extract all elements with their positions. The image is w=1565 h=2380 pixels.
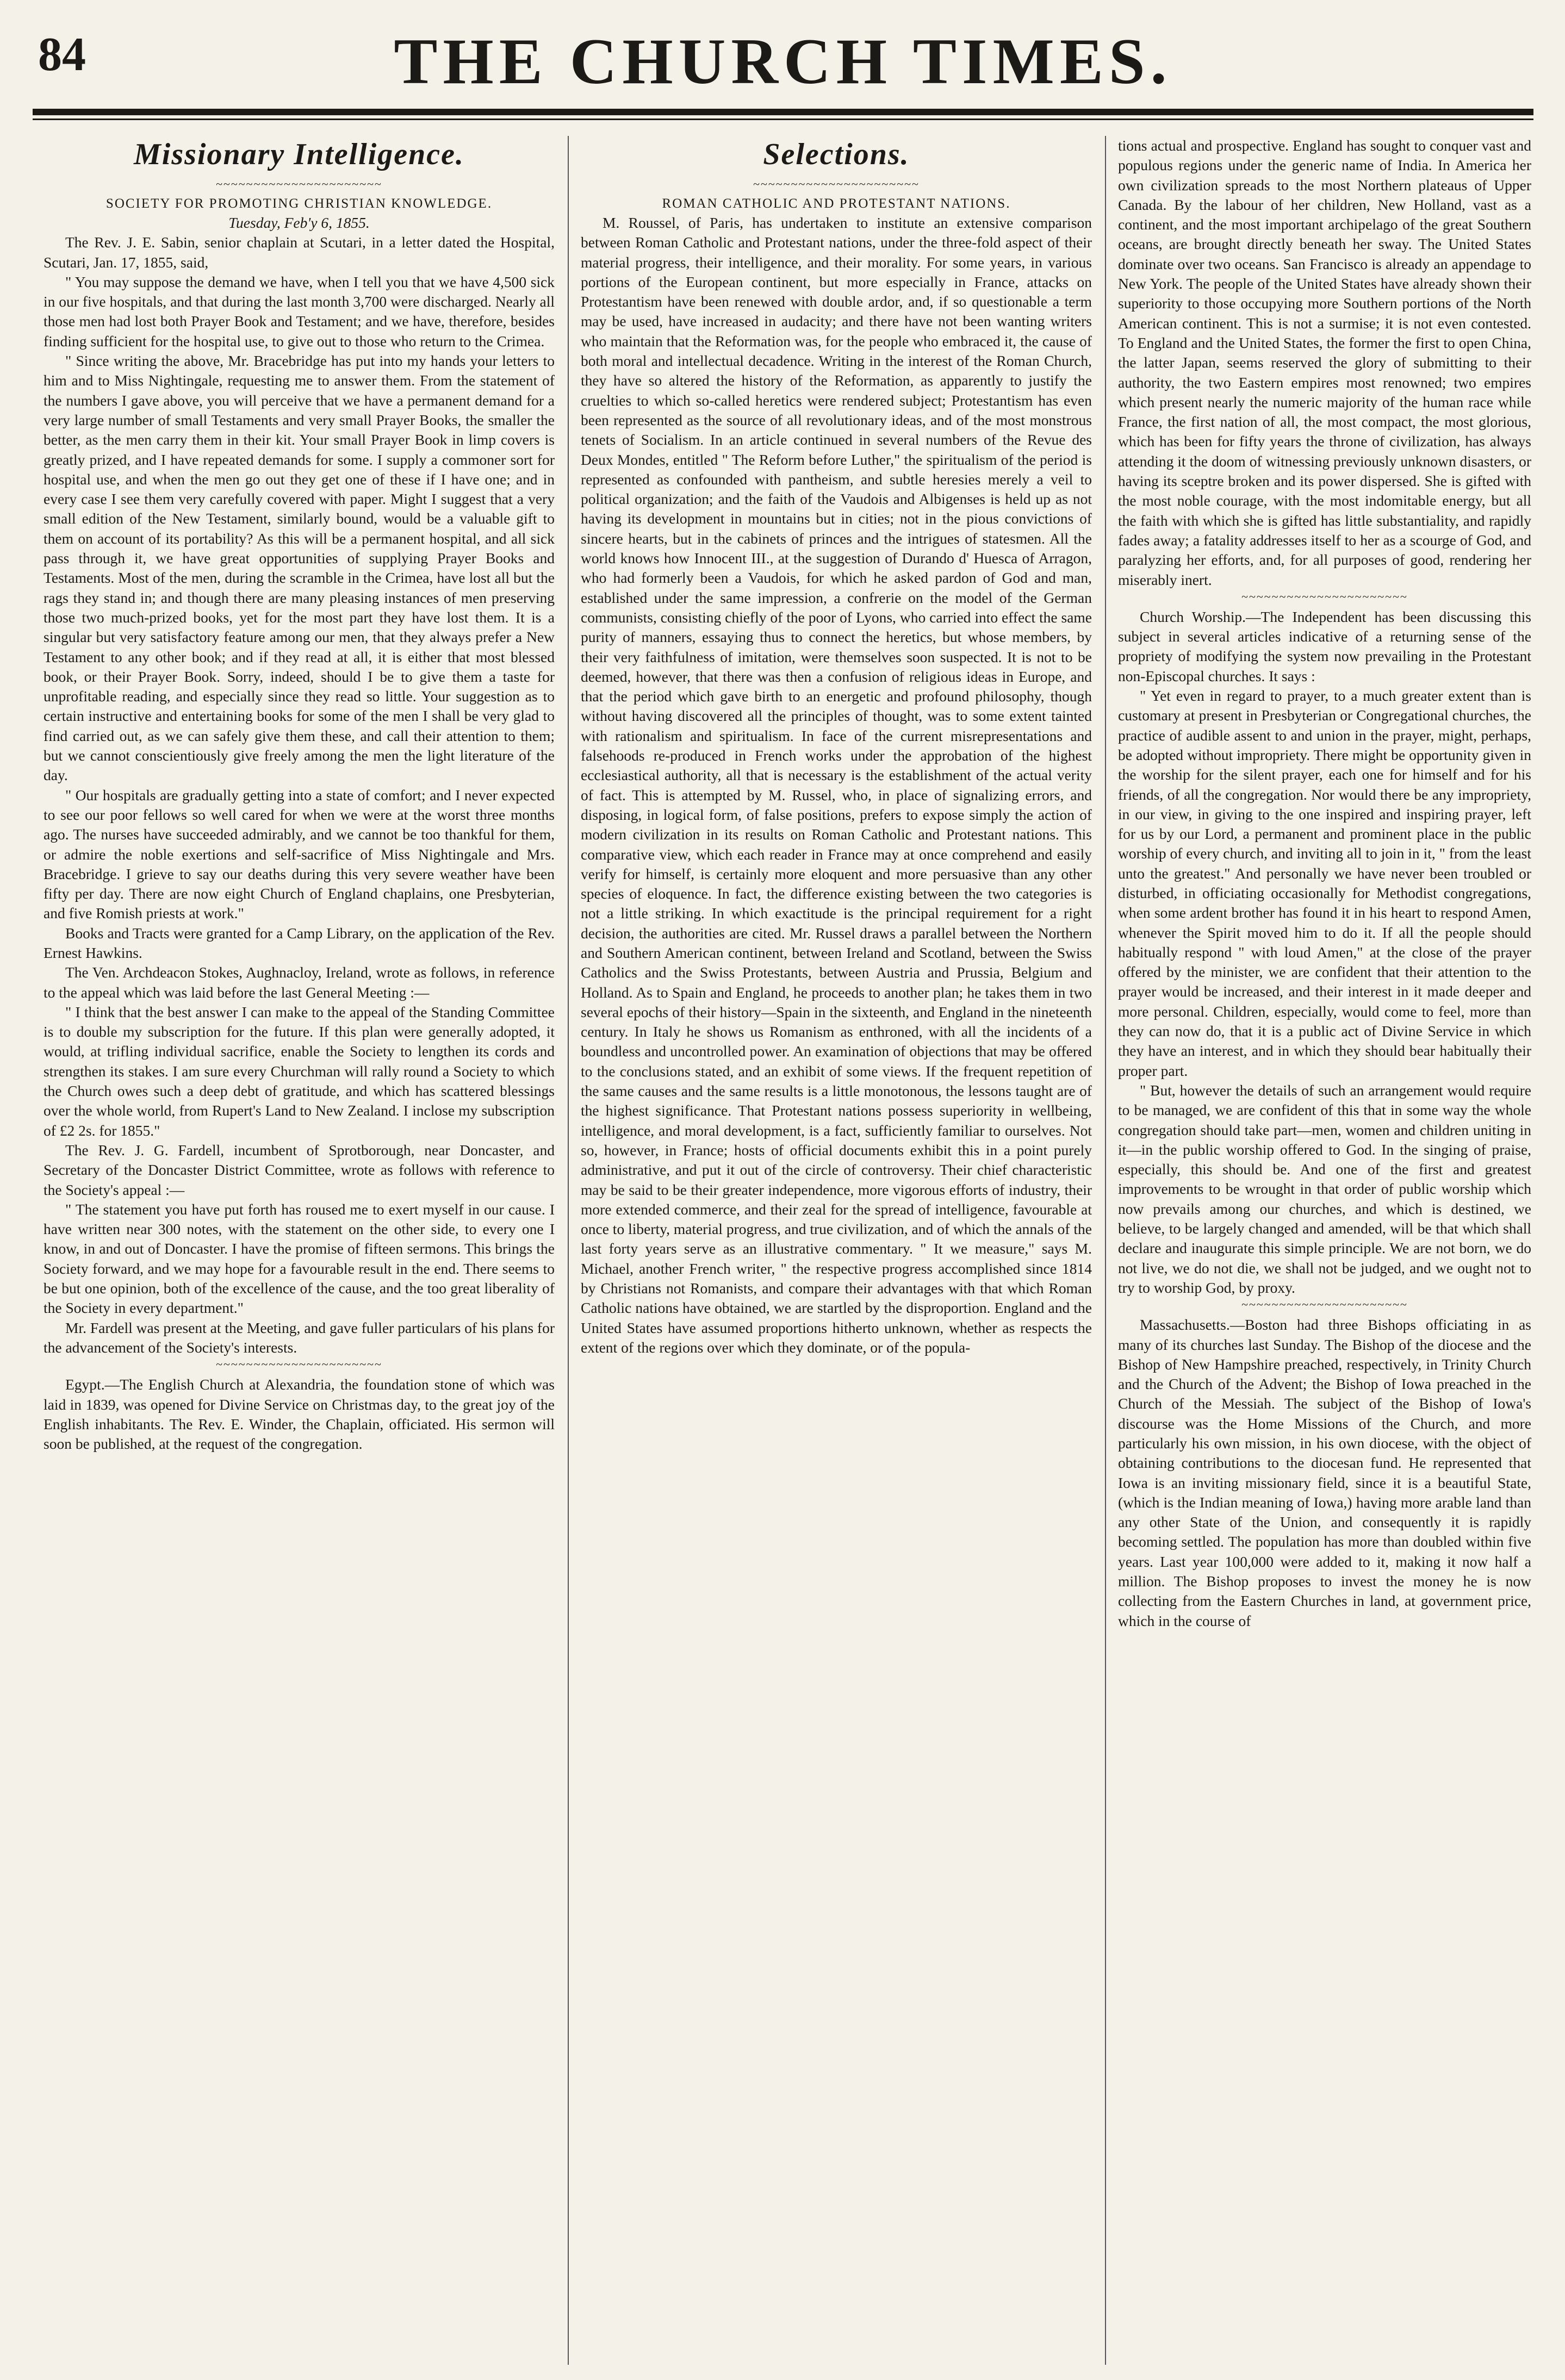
paragraph: M. Roussel, of Paris, has undertaken to institute an extensive comparison between Roman Catholic and Protestant nations, under the three-fold aspect of their material progress, their intelligence, and their morality. For some years, in various portions of the European continent, but more especially in France, attacks on Protestantism have been renewed with double ardor, and, if so questionable a term may be used, have increased in audacity; and there have not been wanting writers who maintain that the Reformation was, for the people who embraced it, the cause of both moral and intellectual decadence. Writing in the interest of the Roman Church, they have so altered the history of the Reformation, as apparently to justify the cruelties to which so-called heretics were rendered subject; Protestantism has even been represented as the source of all revolutionary ideas, and of the most monstrous tenets of Socialism. In an article continued in several numbers of the Revue des Deux Mondes, entitled " The Reform before Luther," the spiritualism of the period is represented as confounded with pantheism, and subtle heresies merely a veil to political organization; and the faith of the Vaudois and Albigenses is held up as not having its development in mountains but in cities; not in the pious convictions of sincere hearts, but in the cabinets of princes and the intrigues of statesmen. All the world knows how Innocent III., at the suggestion of Durando d' Huesca of Arragon, who had formerly been a Vaudois, for which he asked pardon of God and man, established under the same impression, a confrerie on the model of the German communists, consisting chiefly of the poor of Lyons, who carried into effect the same purity of manners, essaying thus to connect the heretics, but whose members, by their very faithfulness of imitation, were themselves soon suspected. It is not to be deemed, however, that there was then a confusion of religious ideas in Europe, and that the period which gave birth to an energetic and profound philosophy, though without having discovered all the principles of thought, was to some extent tainted with rationalism and spiritualism. In face of the current misrepresentations and falsehoods re-produced in French works under the approbation of the highest ecclesiastical authority, all that is necessary is the establishment of the actual verity of fact. This is attempted by M. Russel, who, in place of signalizing errors, and disposing, in logical form, of false positions, prefers to expose simply the action of modern civilization in its results on Roman Catholic and Protestant nations. This comparative view, which each reader in France may at once comprehend and easily verify for himself, is certainly more eloquent and more persuasive than any other species of eloquence. In fact, the difference existing between the two categories is not a little striking. In which exactitude is the principal requirement for a right decision, the authorities are cited. Mr. Russel draws a parallel between the Northern and Southern American continent, between Ireland and Scotland, between the Swiss Catholics and the Swiss Protestants, between Austria and Prussia, Belgium and Holland. As to Spain and England, he proceeds to another plan; he takes them in two several epochs of their history—Spain in the sixteenth, and England in the nineteenth century. In Italy he shows us Romanism as enthroned, with all the incidents of a boundless and uncontrolled power. An examination of objections that may be offered to the conclusions stated, and an exhibit of some views. If the frequent repetition of the same causes and the same results is a little monotonous, the lessons taught are of the highest significance. That Protestant nations possess superiority in wellbeing, intelligence, and moral development, is a fact, sufficiently familiar to ourselves. Not so, however, in France; hosts of official documents exhibit this in a point purely administrative, and put it out of the circle of controversy. Their chief characteristic may be said to be their greater independence, more vigorous efforts of industry, their more extended commerce, and their zeal for the spread of intelligence, favourable at once to liberty, material progress, and true civilization, and of which the annals of the last forty years serve as an illustrative commentary. " It we measure," says M. Michael, another French writer, " the respective progress accomplished since 1814 by Christians not Romanists, and compare their advantages with that which Roman Catholic nations have obtained, we are startled by the disproportion. England and the United States have assumed proportions hitherto unknown, whether as respects the extent of the regions over which they dominate, or of the popula- (581, 214, 1092, 1356)
column-3 (1118, 136, 1531, 2365)
paragraph: " Yet even in regard to prayer, to a much greater extent than is customary at present in Presbyterian or Congregational churches, the practice of audible assent to and union in the prayer, might, perhaps, be adopted without impropriety. There might be opportunity given in the worship for the silent prayer, each one for himself and for his friends, of all the congregation. Nor would there be any impropriety, in our view, in giving to the one inspired and inspiring prayer, left for us by our Lord, a permanent and prominent place in the public worship of every church, and inviting all to join in it, " from the least unto the greatest." And personally we have never been troubled or disturbed, in officiating occasionally for Methodist congregations, when some ardent brother has found it in his heart to respond Amen, whenever the Spirit moved him to do it. If all the people should habitually respond " with loud Amen," at the close of the prayer offered by the minister, we are confident that their attention to the prayer would be increased, and their interest in it made deeper and more personal. Children, especially, would come to feel, more than they can now do, that it is a public act of Divine Service in which they have an interest, and in which they should bear habitually their proper part. (1118, 687, 1531, 1079)
paragraph: " I think that the best answer I can make to the appeal of the Standing Committee is to double my subscription for the future. If this plan were generally adopted, it would, at trifling individual sacrifice, enable the Society to lengthen its cords and strengthen its stakes. I am sure every Churchman will rally round a Society to which the Church owes such a deep debt of gratitude, and which has scattered blessings over the whole world, from Rupert's Land to New Zealand. I inclose my subscription of £2 2s. for 1855." (44, 1003, 555, 1139)
ornament-rule: ~~~~~~~~~~~~~~~~~~~~~~ (753, 177, 920, 191)
paragraph: The Rev. J. E. Sabin, senior chaplain at Scutari, in a letter dated the Hospital, Scutari, Jan. 17, 1855, said, (44, 234, 555, 271)
paragraph: " But, however the details of such an arrangement would require to be managed, we are confident of this that in some way the whole congregation should take part—men, women and children uniting in it—in the public worship offered to God. In the singing of praise, especially, this should be. And one of the first and greatest improvements to be wrought in that order of public worship which now prevails among our churches, and which is destined, we believe, to be largely changed and amended, will be that which shall declare and inaugurate this simple principle. We are not born, we do not live, we do not die, we shall not be judged, and we ought not to try to worship God, by proxy. (1118, 1081, 1531, 1296)
paragraph: The Rev. J. G. Fardell, incumbent of Sprotborough, near Doncaster, and Secretary of the Doncaster District Committee, wrote as follows with reference to the Society's appeal :— (44, 1141, 555, 1198)
newspaper-title: THE CHURCH TIMES. (394, 25, 1172, 97)
ornament-rule: ~~~~~~~~~~~~~~~~~~~~~~ (216, 1357, 382, 1372)
paragraph: Church Worship.—The Independent has been discussing this subject in several articles indicative of a returning sense of the propriety of modifying the system now prevailing in the Protestant non-Episcopal churches. It says : (1118, 608, 1531, 684)
dateline: Tuesday, Feb'y 6, 1855. (228, 214, 370, 231)
paragraph: Egypt.—The English Church at Alexandria, the foundation stone of which was laid in 1839, was opened for Divine Service on Christmas day, to the great joy of the English inhabitants. The Rev. E. Winder, the Chaplain, officiated. His sermon will soon be published, at the request of the congregation. (44, 1376, 555, 1453)
paragraph: The Ven. Archdeacon Stokes, Aughnacloy, Ireland, wrote as follows, in reference to the appeal which was laid before the last General Meeting :— (44, 964, 555, 1001)
column-rule (1105, 136, 1106, 2365)
paragraph: Books and Tracts were granted for a Camp Library, on the application of the Rev. Ernest Hawkins. (44, 924, 555, 961)
masthead (38, 11, 1528, 120)
paragraph: Mr. Fardell was present at the Meeting, and gave fuller particulars of his plans for the advancement of the Society's interests. (44, 1319, 555, 1356)
column-2 (581, 136, 1092, 2365)
page-number: 84 (38, 28, 86, 81)
column-1 (44, 136, 555, 2365)
article-heading: ROMAN CATHOLIC AND PROTESTANT NATIONS. (662, 196, 1011, 211)
ornament-rule: ~~~~~~~~~~~~~~~~~~~~~~ (1241, 1298, 1408, 1312)
paragraph: Massachusetts.—Boston had three Bishops officiating in as many of its churches last Sunday. The Bishop of the diocese and the Bishop of New Hampshire preached, respectively, in Trinity Church and the Church of the Advent; the Bishop of Iowa preached in the Church of the Messiah. The subject of the Bishop of Iowa's discourse was the Home Missions of the Church, and more particularly his own mission, in his own diocese, with the object of obtaining contributions to the diocesan fund. He represented that Iowa is an inviting missionary field, since it is a beautiful State, (which is the Indian meaning of Iowa,) having more arable land than any other State of the Union, and consequently it is rapidly becoming settled. The population has more than doubled within five years. Last year 100,000 were added to it, making it now half a million. The Bishop proposes to invest the money he is now collecting from the Eastern Churches in land, at government price, which in the course of (1118, 1316, 1531, 1629)
paragraph: " Our hospitals are gradually getting into a state of comfort; and I never expected to see our poor fellows so well cared for when we were at the worst three months ago. The nurses have succeeded admirably, and we cannot be too thankful for them, or admire the noble exertions and self-sacrifice of Miss Nightingale and Mrs. Bracebridge. I grieve to say our deaths during this very severe weather have been fifty per day. There are now eight Church of England chaplains, one Presbyterian, and five Romish priests at work." (44, 786, 555, 922)
society-heading: SOCIETY FOR PROMOTING CHRISTIAN KNOWLEDGE. (105, 196, 493, 211)
paragraph: " The statement you have put forth has roused me to exert myself in our cause. I have written near 300 notes, with the statement on the other side, to every one I know, in and out of Doncaster. I have the promise of fifteen sermons. This brings the Society forward, and we may hope for a favourable result in the end. There seems to be but one opinion, both of the excellence of the cause, and the too great liberality of the Society in every department." (44, 1200, 555, 1317)
column-rule (568, 136, 569, 2365)
section-heading: Selections. (763, 138, 910, 171)
section-heading: Missionary Intelligence. (133, 138, 465, 171)
masthead-rule (33, 109, 1533, 115)
paragraph: " You may suppose the demand we have, when I tell you that we have 4,500 sick in our five hospitals, and that during the last month 3,700 were discharged. Nearly all those men had lost both Prayer Book and Testament; and we have, therefore, besides finding sufficient for the hospital use, to give out to those who return to the Crimea. (44, 273, 555, 350)
ornament-rule: ~~~~~~~~~~~~~~~~~~~~~~ (216, 177, 382, 191)
ornament-rule: ~~~~~~~~~~~~~~~~~~~~~~ (1241, 589, 1408, 603)
paragraph: " Since writing the above, Mr. Bracebridge has put into my hands your letters to him and to Miss Nightingale, requesting me to answer them. From the statement of the numbers I gave above, you will perceive that we have a permanent demand for a very large number of small Testaments and very small Prayer Books, the smaller the better, as the men carry them in their kit. Your small Prayer Book in limp covers is greatly prized, and I have repeated demands for some. I supply a commoner sort for hospital use, and when the men go out they get one of these if I have one; and in every case I see them very carefully covered with paper. Might I suggest that a very small edition of the New Testament, similarly bound, would be a valuable gift to them on account of its portability? As this will be a permanent hospital, and all sick pass through it, we have great opportunities of supplying Prayer Books and Testaments. Most of the men, during the scramble in the Crimea, have lost all but the rags they stand in; and though there are many pleasing instances of men preserving those two much-prized books, yet for the most part they have lost them. It is a singular but very satisfactory feature among our men, that they always prefer a New Testament to any other book; and if they read at all, it is either that most blessed book, or their Prayer Book. Sorry, indeed, should I be to give them a taste for unprofitable reading, and especially since they read so little. Your suggestion as to certain instructive and entertaining books for some of the men I shall be very glad to find carried out, as we can safely give them these, and call their attention to them; but we cannot conscientiously give freely among the men the light literature of the day. (44, 352, 555, 784)
paragraph: tions actual and prospective. England has sought to conquer vast and populous regions under the generic name of India. In America her own civilization spreads to the most Northern plateaus of Upper Canada. By the labour of her children, New Holland, vast as a continent, and the most important archipelago of the great Southern oceans, are brought directly beneath her sway. The United States dominate over two oceans. San Francisco is already an appendage to New York. The people of the United States have already shown their superiority to those occupying more Southern portions of the North American continent. This is not a surmise; it is not even contested. To England and the United States, the former the first to open China, the latter Japan, seems reserved the glory of submitting to their authority, the two Eastern empires most renowned; two empires which present nearly the numeric majority of the human race while France, the first nation of all, the most compact, the most glorious, which has been for fifty years the throne of civilization, has always attending it the doom of witnessing previously unknown disasters, or having its sceptre broken and its power dispersed. She is gifted with the most noble courage, with the most indomitable energy, but all the faith with which she is gifted has little substantiality, and rapidly fades away; a fatality addresses itself to her as a scourge of God, and paralyzing her efforts, and, for all purposes of good, rendering her miserably inert. (1118, 137, 1531, 588)
masthead-rule-thin (33, 119, 1533, 120)
